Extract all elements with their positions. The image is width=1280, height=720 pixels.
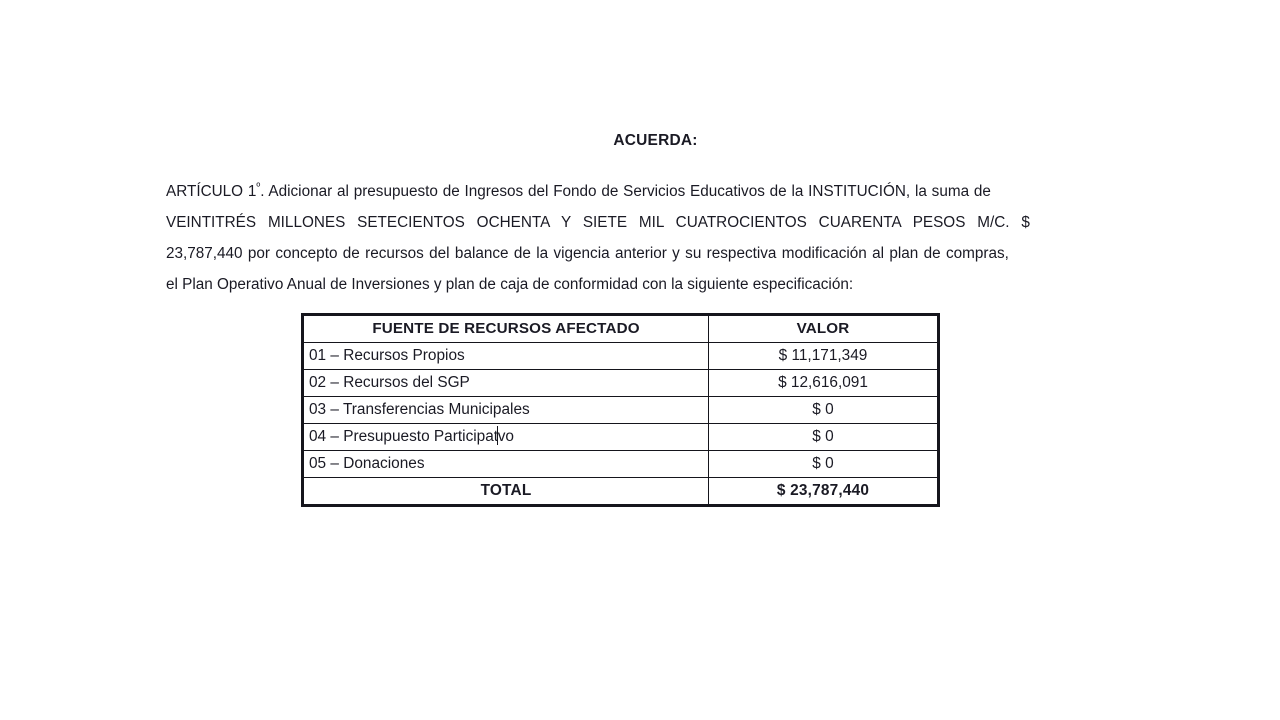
table-row-editing[interactable] — [303, 424, 939, 451]
budget-table-container — [301, 313, 937, 507]
cell-value[interactable]: $ 11,171,349 — [709, 343, 939, 370]
table-row[interactable] — [303, 397, 939, 424]
cell-total-label[interactable]: TOTAL — [303, 478, 709, 506]
table-row[interactable] — [303, 343, 939, 370]
table-header-row — [303, 315, 939, 343]
cell-source[interactable]: 05 – Donaciones — [303, 451, 709, 478]
article-label: ARTÍCULO 1 — [166, 183, 257, 200]
cell-source[interactable]: 03 – Transferencias Municipales — [303, 397, 709, 424]
cell-text-after-caret: vo — [497, 428, 514, 445]
article-line-4: el Plan Operativo Anual de Inversiones y plan de caja de conformidad con la siguiente especificación: — [166, 276, 854, 293]
column-header-value: VALOR — [709, 315, 939, 343]
page-heading: ACUERDA: — [613, 132, 698, 149]
ordinal-indicator: º — [256, 180, 261, 193]
article-line-2: VEINTITRÉS MILLONES SETECIENTOS OCHENTA Y SIETE MIL CUATROCIENTOS CUARENTA PESOS M/C. $ — [166, 214, 1030, 231]
cell-source[interactable]: 01 – Recursos Propios — [303, 343, 709, 370]
article-line-3: 23,787,440 por concepto de recursos del balance de la vigencia anterior y su respectiva modificación al plan de compras, — [166, 245, 1009, 262]
cell-value[interactable]: $ 0 — [709, 424, 939, 451]
cell-value[interactable]: $ 0 — [709, 451, 939, 478]
column-header-source: FUENTE DE RECURSOS AFECTADO — [303, 315, 709, 343]
cell-source[interactable]: 02 – Recursos del SGP — [303, 370, 709, 397]
table-row-total[interactable] — [303, 478, 939, 506]
cell-value[interactable]: $ 12,616,091 — [709, 370, 939, 397]
article-paragraph — [166, 176, 1145, 300]
article-line-1 — [166, 176, 1145, 207]
article-line-1-rest: . Adicionar al presupuesto de Ingresos del Fondo de Servicios Educativos de la INSTITUCIÓN, la suma de — [260, 183, 991, 200]
budget-table — [301, 313, 940, 507]
cell-text-before-caret: 04 – Presupuesto Participat — [309, 428, 499, 445]
table-row[interactable] — [303, 451, 939, 478]
cell-source-editing[interactable] — [303, 424, 709, 451]
cell-value[interactable]: $ 0 — [709, 397, 939, 424]
table-row[interactable] — [303, 370, 939, 397]
cell-total-value[interactable]: $ 23,787,440 — [709, 478, 939, 506]
